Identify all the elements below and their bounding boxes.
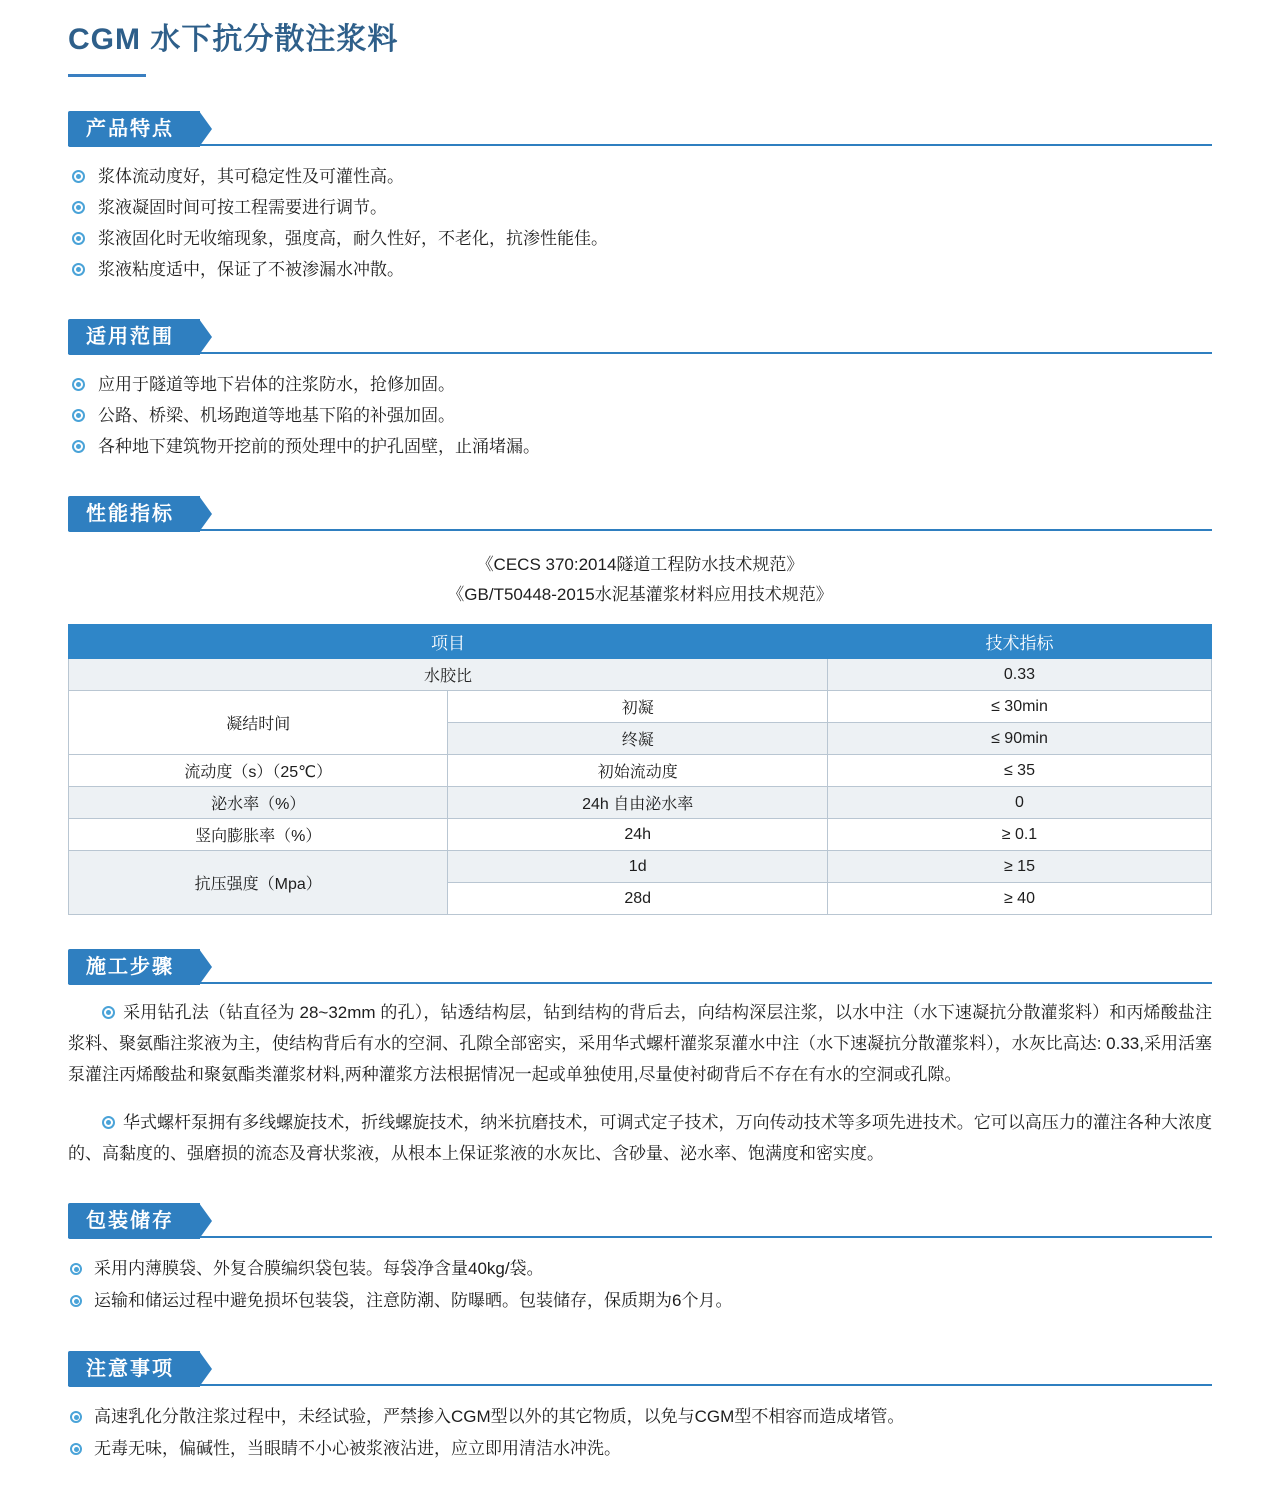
table-cell-value: 0.33	[827, 659, 1211, 691]
table-cell-value: ≥ 0.1	[827, 819, 1211, 851]
table-cell-sub: 初始流动度	[448, 755, 827, 787]
list-item-text: 应用于隧道等地下岩体的注浆防水，抢修加固。	[98, 375, 455, 394]
header-rule	[68, 529, 1212, 531]
list-item	[68, 400, 1212, 431]
table-row	[69, 691, 1212, 723]
section-performance	[68, 496, 1212, 915]
list-item	[68, 431, 1212, 462]
circle-bullet-icon	[70, 1411, 82, 1423]
section-header-construction	[68, 949, 1212, 985]
table-cell-item: 流动度（s）（25℃）	[69, 755, 448, 787]
header-rule	[68, 352, 1212, 354]
section-scope	[68, 319, 1212, 462]
circle-bullet-icon	[72, 378, 85, 391]
paragraph-text: 采用钻孔法（钻直径为 28~32mm 的孔），钻透结构层，钻到结构的背后去，向结构深层注浆，以水中注（水下速凝抗分散灌浆料）和丙烯酸盐注浆料、聚氨酯注浆液为主，使结构背后有水的空洞、孔隙全部密实，采用华式螺杆灌浆泵灌水中注（水下速凝抗分散灌浆料），水灰比高达: 0.33,采用活塞泵灌注丙烯酸盐和聚氨酯类灌浆材料,两种灌浆方法根据情况一起或单独使用,尽量使衬砌背后不存在有水的空洞或孔隙。	[68, 1003, 1212, 1084]
table-row	[69, 819, 1212, 851]
table-header-row	[69, 625, 1212, 659]
header-rule	[68, 1236, 1212, 1238]
list-item	[68, 161, 1212, 192]
section-heading-packaging: 包装储存	[68, 1203, 200, 1239]
table-body	[69, 659, 1212, 915]
table-cell-value: ≤ 30min	[827, 691, 1211, 723]
table-header-cell-spec: 技术指标	[827, 625, 1211, 659]
notes-list	[68, 1401, 1212, 1465]
section-features	[68, 111, 1212, 285]
table-cell-sub: 终凝	[448, 723, 827, 755]
table-cell-item: 凝结时间	[69, 691, 448, 755]
list-item-text: 浆液粘度适中，保证了不被渗漏水冲散。	[98, 260, 404, 279]
list-item	[68, 1401, 1212, 1433]
performance-table	[68, 624, 1212, 915]
table-row	[69, 787, 1212, 819]
list-item	[68, 1285, 1212, 1317]
table-cell-item: 泌水率（%）	[69, 787, 448, 819]
table-cell-value: 0	[827, 787, 1211, 819]
section-header-scope	[68, 319, 1212, 355]
list-item-text: 运输和储运过程中避免损坏包装袋，注意防潮、防曝晒。包装储存，保质期为6个月。	[94, 1291, 733, 1310]
list-item	[68, 223, 1212, 254]
list-item	[68, 369, 1212, 400]
circle-bullet-icon	[70, 1263, 82, 1275]
circle-bullet-icon	[70, 1443, 82, 1455]
section-notes	[68, 1351, 1212, 1465]
header-rule	[68, 144, 1212, 146]
list-item-text: 各种地下建筑物开挖前的预处理中的护孔固壁，止涌堵漏。	[98, 437, 540, 456]
section-construction	[68, 949, 1212, 1169]
circle-bullet-icon	[72, 201, 85, 214]
section-header-performance	[68, 496, 1212, 532]
header-rule	[68, 982, 1212, 984]
circle-bullet-icon	[102, 1006, 115, 1019]
table-row	[69, 755, 1212, 787]
table-cell-sub: 24h 自由泌水率	[448, 787, 827, 819]
list-item	[68, 192, 1212, 223]
table-header	[69, 625, 1212, 659]
packaging-list	[68, 1253, 1212, 1317]
title-underline	[68, 74, 146, 77]
list-item	[68, 1253, 1212, 1285]
list-item-text: 无毒无味，偏碱性，当眼睛不小心被浆液沾进，应立即用清洁水冲洗。	[94, 1439, 621, 1458]
list-item-text: 浆体流动度好，其可稳定性及可灌性高。	[98, 167, 404, 186]
section-packaging	[68, 1203, 1212, 1317]
circle-bullet-icon	[72, 440, 85, 453]
list-item	[68, 1433, 1212, 1465]
table-cell-value: ≥ 40	[827, 883, 1211, 915]
construction-paragraph	[68, 1107, 1212, 1169]
features-list	[68, 161, 1212, 285]
header-rule	[68, 1384, 1212, 1386]
construction-paragraph	[68, 997, 1212, 1090]
circle-bullet-icon	[72, 263, 85, 276]
table-cell-sub: 24h	[448, 819, 827, 851]
table-header-cell-item: 项目	[69, 625, 828, 659]
table-cell-item: 抗压强度（Mpa）	[69, 851, 448, 915]
table-cell-sub: 28d	[448, 883, 827, 915]
table-row	[69, 851, 1212, 883]
section-heading-performance: 性能指标	[68, 496, 200, 532]
list-item-text: 采用内薄膜袋、外复合膜编织袋包装。每袋净含量40kg/袋。	[94, 1259, 544, 1278]
table-cell-value: ≤ 90min	[827, 723, 1211, 755]
list-item-text: 公路、桥梁、机场跑道等地基下陷的补强加固。	[98, 406, 455, 425]
circle-bullet-icon	[72, 170, 85, 183]
section-heading-notes: 注意事项	[68, 1351, 200, 1387]
section-heading-features: 产品特点	[68, 111, 200, 147]
section-header-features	[68, 111, 1212, 147]
circle-bullet-icon	[72, 409, 85, 422]
standard-line: 《GB/T50448-2015水泥基灌浆材料应用技术规范》	[447, 585, 833, 604]
table-row	[69, 659, 1212, 691]
section-header-notes	[68, 1351, 1212, 1387]
scope-list	[68, 369, 1212, 462]
table-cell-item: 竖向膨胀率（%）	[69, 819, 448, 851]
table-cell-sub: 1d	[448, 851, 827, 883]
section-heading-construction: 施工步骤	[68, 949, 200, 985]
section-header-packaging	[68, 1203, 1212, 1239]
table-cell-sub: 初凝	[448, 691, 827, 723]
circle-bullet-icon	[102, 1116, 115, 1129]
page-title: CGM 水下抗分散注浆料	[68, 23, 399, 56]
standards-block	[68, 550, 1212, 610]
standard-line: 《CECS 370:2014隧道工程防水技术规范》	[476, 555, 804, 574]
table-cell-item: 水胶比	[69, 659, 828, 691]
list-item	[68, 254, 1212, 285]
circle-bullet-icon	[70, 1295, 82, 1307]
table-cell-value: ≤ 35	[827, 755, 1211, 787]
list-item-text: 浆液固化时无收缩现象，强度高，耐久性好，不老化，抗渗性能佳。	[98, 229, 608, 248]
section-heading-scope: 适用范围	[68, 319, 200, 355]
circle-bullet-icon	[72, 232, 85, 245]
paragraph-text: 华式螺杆泵拥有多线螺旋技术，折线螺旋技术，纳米抗磨技术，可调式定子技术，万向传动技术等多项先进技术。它可以高压力的灌注各种大浓度的、高黏度的、强磨损的流态及膏状浆液，从根本上保证浆液的水灰比、含砂量、泌水率、饱满度和密实度。	[68, 1113, 1212, 1163]
list-item-text: 浆液凝固时间可按工程需要进行调节。	[98, 198, 387, 217]
list-item-text: 高速乳化分散注浆过程中，未经试验，严禁掺入CGM型以外的其它物质，以免与CGM型不相容而造成堵管。	[94, 1407, 905, 1426]
table-cell-value: ≥ 15	[827, 851, 1211, 883]
